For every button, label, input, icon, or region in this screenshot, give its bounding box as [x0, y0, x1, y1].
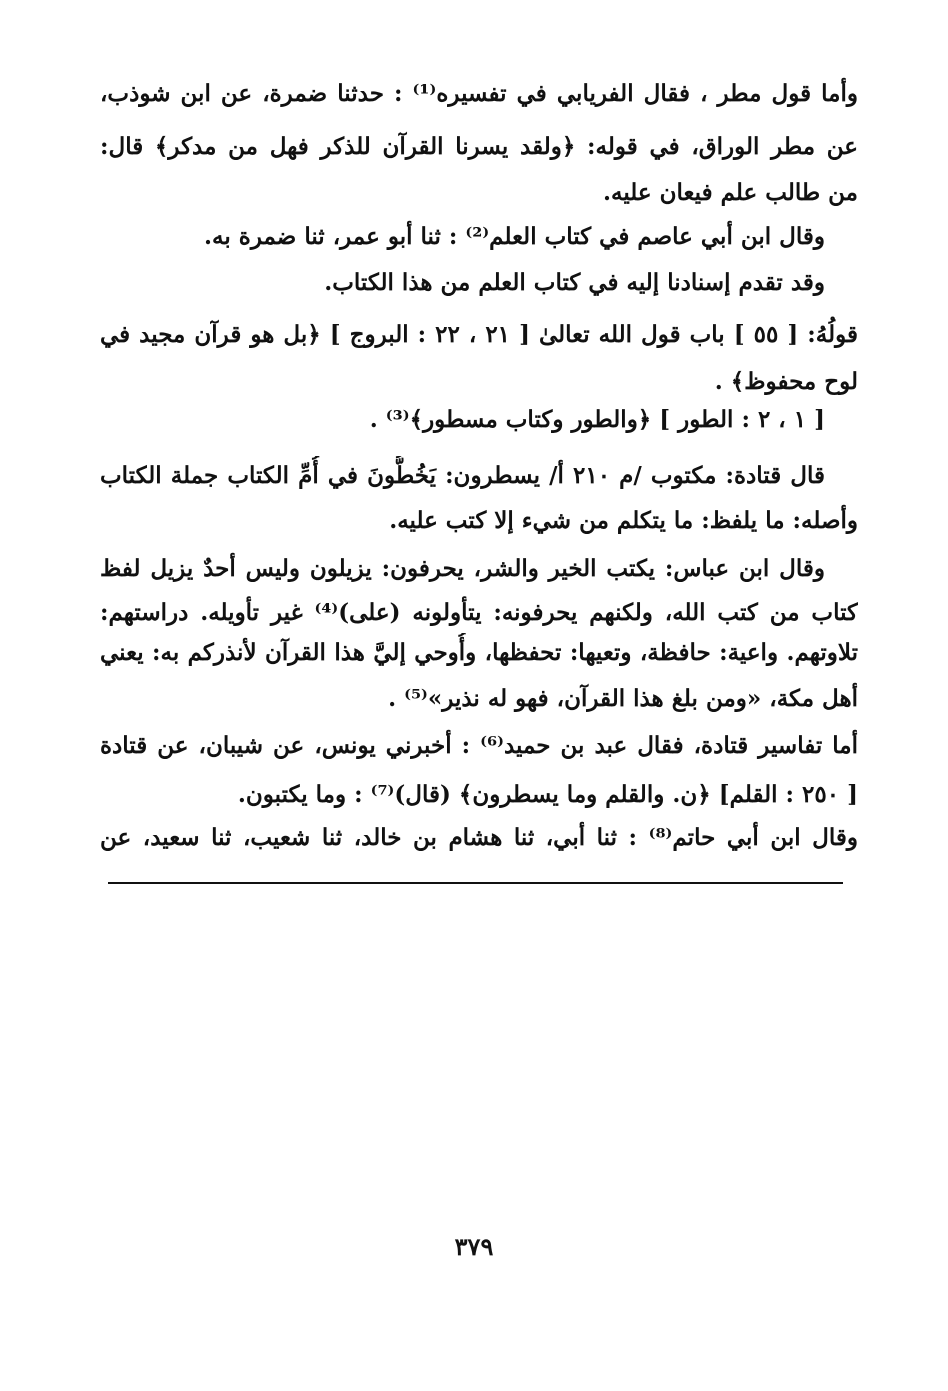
body-line-1: وأما قول مطر ، فقال الفريابي في تفسيره⁽¹⁾ : حدثنا ضمرة، عن ابن شوذب، [100, 80, 858, 107]
body-line-16: [ ٢٥٠ : القلم] ﴿ن. والقلم وما يسطرون﴾ (قال)⁽⁷⁾ : وما يكتبون. [237, 781, 858, 808]
body-line-4: وقال ابن أبي عاصم في كتاب العلم⁽²⁾ : ثنا أبو عمر، ثنا ضمرة به. [204, 223, 825, 250]
body-line-12: كتاب من كتب الله، ولكنهم يحرفونه: يتأولونه (على)⁽⁴⁾ غير تأويله. دراستهم: [100, 599, 858, 626]
body-line-13: تلاوتهم. واعية: حافظة، وتعيها: تحفظها، وأُوحي إليَّ هذا القرآن لأنذركم به: يعني [100, 639, 858, 666]
body-line-5: وقد تقدم إسنادنا إليه في كتاب العلم من هذا الكتاب. [324, 269, 825, 296]
page-number: ٣٧٩ [454, 1232, 494, 1261]
body-line-15: أما تفاسير قتادة، فقال عبد بن حميد⁽⁶⁾ : أخبرني يونس، عن شيبان، عن قتادة [100, 732, 858, 759]
body-line-9: قال قتادة: مكتوب /م ٢١٠ أ/ يسطرون: يَخُطُّونَ في أُمِّ الكتاب جملة الكتاب [100, 462, 825, 489]
body-line-8: [ ١ ، ٢ : الطور ] ﴿والطور وكتاب مسطور﴾⁽³⁾ . [369, 406, 825, 433]
body-line-17: وقال ابن أبي حاتم⁽⁸⁾ : ثنا أبي، ثنا هشام بن خالد، ثنا شعيب، ثنا سعيد، عن [100, 824, 858, 851]
body-line-3: من طالب علم فيعان عليه. [603, 179, 858, 206]
body-line-10: وأصله: ما يلفظ: ما يتكلم من شيء إلا كتب عليه. [389, 507, 858, 534]
body-line-7: لوح محفوظ﴾ . [714, 368, 858, 395]
body-line-6: قولُهُ: [ ٥٥ ] باب قول الله تعالىٰ [ ٢١ ، ٢٢ : البروج ] ﴿بل هو قرآن مجيد في [100, 321, 858, 348]
footnote-separator [108, 882, 843, 884]
body-line-14: أهل مكة، «ومن بلغ هذا القرآن، فهو له نذير»⁽⁵⁾ . [388, 685, 858, 712]
body-line-2: عن مطر الوراق، في قوله: ﴿ولقد يسرنا القرآن للذكر فهل من مدكر﴾ قال: [100, 133, 858, 160]
body-line-11: وقال ابن عباس: يكتب الخير والشر، يحرفون: يزيلون وليس أحدٌ يزيل لفظ [100, 555, 825, 582]
